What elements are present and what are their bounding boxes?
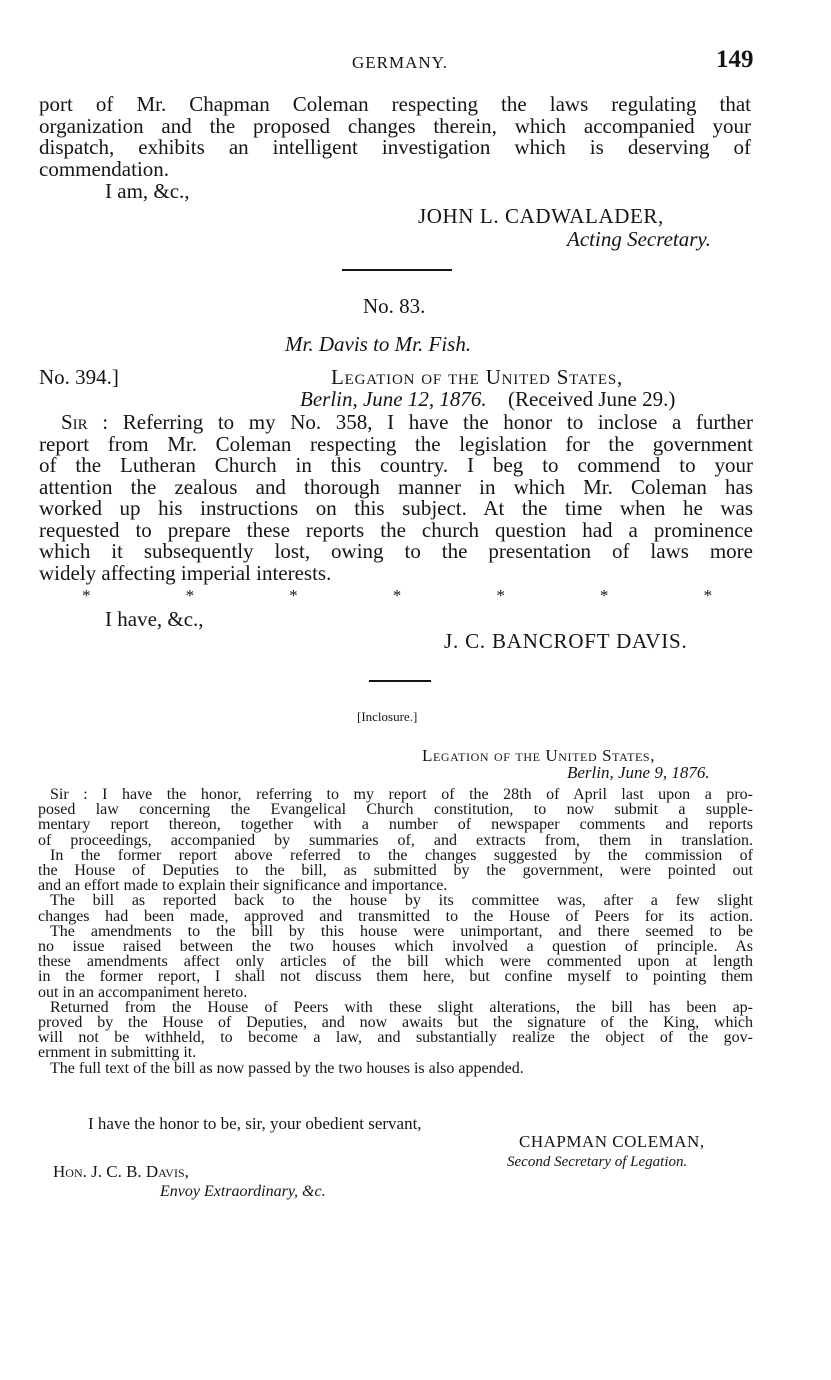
star: *	[289, 586, 298, 605]
inclosure-line: no issue raised between the two houses which involved a question of principle. As	[38, 938, 753, 956]
intro-line: dispatch, exhibits an intelligent investigation which is deserving of	[39, 135, 751, 159]
letter-legation: Legation of the United States,	[331, 365, 624, 389]
intro-signer-title: Acting Secretary.	[567, 227, 711, 251]
intro-line: organization and the proposed changes therein, which accompanied your	[39, 113, 751, 138]
intro-line: commendation.	[39, 156, 170, 181]
inclosure-line: and an effort made to explain their significance and importance.	[38, 877, 448, 895]
page-number: 149	[716, 46, 754, 73]
letter-number: No. 83.	[363, 294, 426, 318]
inclosure-body	[38, 787, 753, 1076]
intro-signer-name: JOHN L. CADWALADER,	[418, 204, 664, 228]
inclosure-line: changes had been made, approved and transmitted to the House of Peers for its action.	[38, 907, 753, 925]
inclosure-line: proved by the House of Deputies, and now awaits but the signature of the King, which	[38, 1014, 753, 1032]
inclosure-line: of proceedings, accompanied by summaries of, and extracts from, them in translation.	[38, 831, 753, 849]
inclosure-legation: Legation of the United States,	[422, 746, 656, 765]
inclosure-line: Sir : I have the honor, referring to my report of the 28th of April last upon a pro-	[50, 786, 753, 803]
inclosure-line: will not be withheld, to become a law, and substantially realize the object of the gov-	[38, 1029, 753, 1047]
letter-line: attention the zealous and thorough manner in which Mr. Coleman has	[39, 474, 753, 499]
inclosure-signer-title: Second Secretary of Legation.	[507, 1154, 688, 1170]
inclosure-line: these amendments affect only articles of the bill which were commented upon at length	[38, 953, 753, 971]
letter-line: which it subsequently lost, owing to the presentation of laws more	[39, 539, 753, 563]
inclosure-place-date: Berlin, June 9, 1876.	[567, 763, 710, 782]
inclosure-line: mentary report thereon, together with a number of newspaper comments and reports	[38, 816, 753, 834]
star: *	[703, 586, 712, 605]
star: *	[185, 586, 195, 605]
addressee-title: Envoy Extraordinary, &c.	[160, 1183, 326, 1200]
letter-received: (Received June 29.)	[508, 387, 676, 411]
inclosure-line: posed law concerning the Evangelical Church constitution, to now submit a supple-	[38, 801, 753, 819]
intro-line: port of Mr. Chapman Coleman respecting the laws regulating that	[39, 92, 751, 116]
salutation: Sir :	[61, 410, 109, 434]
inclosure-line: ernment in submitting it.	[38, 1044, 197, 1062]
dispatch-number: No. 394.]	[39, 365, 119, 389]
intro-closing: I am, &c.,	[105, 179, 190, 203]
letter-from-to: Mr. Davis to Mr. Fish.	[285, 332, 472, 356]
star: *	[599, 586, 609, 605]
inclosure-line: Returned from the House of Peers with these slight alterations, the bill has been ap-	[50, 998, 753, 1016]
letter-line-first	[39, 412, 753, 434]
inclosure-line: the House of Deputies to the bill, as submitted by the government, were pointed out	[38, 862, 753, 880]
inclosure-signer-name: CHAPMAN COLEMAN,	[519, 1132, 705, 1151]
letter-place-date: Berlin, June 12, 1876.	[300, 387, 487, 411]
inclosure-line: The full text of the bill as now passed by the two houses is also appended.	[50, 1059, 524, 1077]
addressee-name: Hon. J. C. B. Davis,	[53, 1162, 189, 1181]
section-divider	[369, 680, 431, 682]
inclosure-line: The amendments to the bill by this house were unimportant, and there seemed to be	[50, 922, 753, 940]
letter-line: requested to prepare these reports the church question had a prominence	[39, 517, 753, 542]
star: *	[496, 586, 505, 605]
inclosure-label: [Inclosure.]	[357, 709, 418, 724]
star: *	[392, 586, 402, 605]
section-divider	[342, 269, 452, 271]
inclosure-line: out in an accompaniment hereto.	[38, 983, 248, 1001]
inclosure-line: The bill as reported back to the house by its committee was, after a few slight	[50, 892, 753, 910]
intro-paragraph	[39, 94, 751, 180]
running-title: GERMANY.	[352, 53, 449, 72]
letter-line: Referring to my No. 358, I have the honor to inclose a further	[122, 410, 754, 434]
letter-body	[39, 412, 753, 584]
inclosure-line: In the former report above referred to the changes suggested by the commission of	[50, 846, 753, 864]
letter-line: of the Lutheran Church in this country. I beg to commend to your	[39, 453, 753, 477]
letter-line: widely affecting imperial interests.	[39, 560, 332, 585]
letter-line: report from Mr. Coleman respecting the legislation for the government	[39, 431, 753, 456]
letter-signer: J. C. BANCROFT DAVIS.	[444, 629, 688, 653]
letter-closing: I have, &c.,	[105, 607, 204, 631]
letter-line: worked up his instructions on this subject. At the time when he was	[39, 496, 753, 520]
star: *	[82, 586, 91, 605]
inclosure-closing: I have the honor to be, sir, your obedient servant,	[88, 1114, 422, 1133]
ellipsis-stars	[82, 586, 712, 606]
inclosure-line: in the former report, I shall not discuss them here, but confine myself to pointing them	[38, 968, 753, 986]
